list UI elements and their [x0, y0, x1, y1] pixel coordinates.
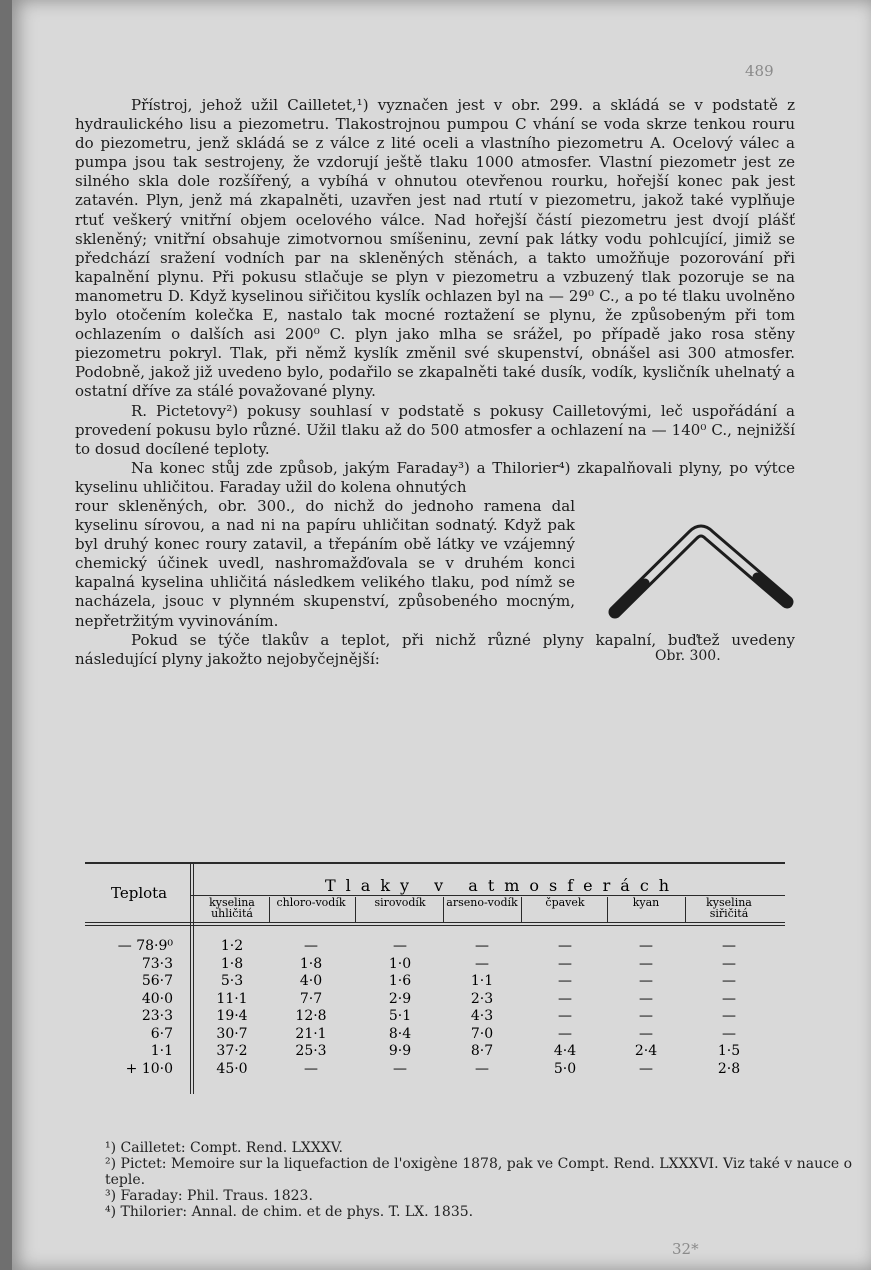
bent-tube-drawing: [605, 497, 795, 647]
table-cell: —: [639, 938, 653, 954]
table-cell: 7·0: [470, 1025, 494, 1042]
body-text: [75, 96, 795, 669]
column-h2s: [357, 938, 443, 1078]
footnotes: [105, 1140, 871, 1220]
table-cell: 1·8: [299, 955, 323, 972]
figure-caption: Obr. 300.: [655, 647, 721, 664]
header-tlaky: Tlaky v atmosferách: [325, 876, 680, 895]
table-cell-temperature: + 10·0: [125, 1060, 173, 1077]
table-cell: 1·5: [717, 1043, 741, 1059]
table-cell: 8·7: [470, 1043, 494, 1059]
subheader-so2: kyselina siřičitá: [706, 896, 752, 920]
column-ash3: [445, 938, 519, 1078]
table-cell: —: [558, 938, 572, 954]
table-rule-header: [85, 922, 785, 923]
column-temperature: [93, 938, 173, 1078]
table-cell: —: [304, 938, 318, 954]
table-cell-temperature: 1·1: [150, 1043, 173, 1059]
page-number: 489: [745, 62, 774, 80]
table-cell: —: [304, 1060, 318, 1077]
footnote: ¹) Cailletet: Compt. Rend. LXXXV.: [105, 1140, 343, 1156]
page: [12, 0, 871, 1270]
subheader-separator: [443, 897, 444, 923]
table-cell: —: [475, 955, 489, 972]
paragraph-table-intro: Pokud se týče tlakův a teplot, při nichž různé plyny kapalní, buďtež uvedeny následující plyny jakožto nejobyčejnější:: [75, 630, 795, 668]
table-cell: 4·4: [553, 1043, 577, 1059]
table-cell: —: [639, 955, 653, 972]
column-hcl: [271, 938, 351, 1078]
subheader-co2: kyselina uhličitá: [209, 896, 255, 920]
table-rule-header: [85, 925, 785, 926]
table-cell: —: [722, 1025, 736, 1042]
table-cell: —: [475, 938, 489, 954]
table-separator: [190, 864, 191, 1094]
footnote: ³) Faraday: Phil. Traus. 1823.: [105, 1188, 313, 1204]
column-nh3: [523, 938, 607, 1078]
table-cell: —: [393, 938, 407, 954]
table-cell: —: [722, 938, 736, 954]
column-c2n2: [609, 938, 683, 1078]
table-cell-temperature: 56·7: [141, 973, 173, 989]
table-cell: 5·0: [553, 1060, 577, 1077]
subheader-separator: [607, 897, 608, 923]
table-cell-temperature: 23·3: [141, 1008, 173, 1024]
table-cell: 37·2: [216, 1043, 248, 1059]
table-cell: 9·9: [388, 1043, 412, 1059]
table-cell: 1·0: [388, 955, 412, 972]
table-cell: 1·6: [388, 973, 412, 989]
table-cell: —: [639, 1008, 653, 1024]
table-cell: —: [558, 973, 572, 989]
table-cell-temperature: 40·0: [141, 990, 173, 1007]
table-cell: —: [558, 955, 572, 972]
table-cell: 2·4: [634, 1043, 658, 1059]
table-cell-temperature: 73·3: [141, 955, 173, 972]
table-cell: 2·9: [388, 990, 412, 1007]
footnote: ⁴) Thilorier: Annal. de chim. et de phys. T. LX. 1835.: [105, 1204, 474, 1220]
table-cell: —: [639, 973, 653, 989]
table-cell: —: [722, 973, 736, 989]
subheader-nh3: čpavek: [545, 896, 585, 909]
subheader-hcl: chloro-vodík: [276, 896, 346, 909]
paragraph-cailletet: Přístroj, jehož užil Cailletet,¹) vyznačen jest v obr. 299. a skládá se v podstatě z hydraulického lisu a piezometru. Tlakostrojnou pumpou C vhání se voda skrze tenkou rouru do piezometru, jenž skládá se z válce z lité oceli a vlastního piezometru A. Ocelový válec a pumpa jsou tak sestrojeny, že vzdorují ještě tlaku 1000 atmosfer. Vlastní piezometr jest ze silného skla dole rozšířený, a vybíhá v ohnutou otevřenou rourku, hořejší konec pak jest zatavén. Plyn, jenž má zkapalněti, uzavřen jest nad rtutí v piezometru, jakož také vyplňuje rtuť veškerý vnitřní objem ocelového válce. Nad hořejší částí piezometru jest dvojí plášť skleněný; vnitřní obsahuje zimotvornou smíšeninu, zevní pak látky vodu pohlcující, jimiž se předchází sražení vodních par na skleněných stěnách, a takto umožňuje pozorování při kapalnění plynu. Při pokusu stlačuje se plyn v piezometru a vzbuzený tlak pozoruje se na manometru D. Když kyselinou siřičitou kyslík ochlazen byl na — 29⁰ C., a po té tlaku uvolněno bylo otočením kolečka E, nastalo tak mocné roztažení se plynu, že způsobeným při tom ochlazením o dalších asi 200⁰ C. plyn jako mlha se srážel, po případě jako rosa stěny piezometru pokryl. Tlak, při němž kyslík změnil své skupenství, obnášel asi 300 atmosfer. Podobně, jakož již uvedeno bylo, podařilo se zkapalněti také dusík, vodík, kysličník uhelnatý a ostatní dříve za stálé považované plyny.: [75, 96, 795, 401]
column-co2: [197, 938, 267, 1078]
subheader-separator: [685, 897, 686, 923]
paragraph-faraday: rour skleněných, obr. 300., do nichž do jednoho ramena dal kyselinu sírovou, a nad ni na papíru uhličitan sodnatý. Když pak byl druhý konec roury zatavil, a třepáním obě látky ve vzájemný chemický účinek uvedl, nashromažďovala se v druhém konci kapalná kyselina uhličitá následkem velikého tlaku, pod nímž se nacházela, jsouc v plynném skupenství, způsobeného mocným, nepřetržitým vyvinováním.: [75, 496, 575, 630]
table-cell: 11·1: [216, 990, 248, 1007]
figure-bent-tube: [605, 497, 795, 657]
table-cell: 8·4: [388, 1025, 412, 1042]
table-cell: —: [475, 1060, 489, 1077]
table-cell: 1·2: [220, 938, 244, 954]
table-cell: 7·7: [299, 990, 323, 1007]
table-cell: 12·8: [295, 1008, 327, 1024]
header-teplota: Teplota: [111, 884, 168, 902]
table-cell: 25·3: [295, 1043, 327, 1059]
footnote: ²) Pictet: Memoire sur la liquefaction de l'oxigène 1878, pak ve Compt. Rend. LXXXVI. Viz také v nauce o teple.: [105, 1156, 853, 1188]
subheader-separator: [355, 897, 356, 923]
table-cell: —: [558, 990, 572, 1007]
table-cell-temperature: — 78·9⁰: [117, 938, 173, 954]
table-cell: 1·8: [220, 955, 244, 972]
table-cell: —: [639, 990, 653, 1007]
paragraph-pictet: R. Pictetovy²) pokusy souhlasí v podstatě s pokusy Cailletovými, leč uspořádání a provedení pokusu bylo různé. Užil tlaku až do 500 atmosfer a ochlazení na — 140⁰ C., nejnižší to dosud docílené teploty.: [75, 401, 795, 458]
table-cell-temperature: 6·7: [150, 1025, 173, 1042]
table-cell: —: [722, 955, 736, 972]
table-cell: 19·4: [216, 1008, 248, 1024]
subheader-separator: [521, 897, 522, 923]
table-cell: 45·0: [216, 1060, 248, 1077]
table-separator: [193, 864, 194, 1094]
table-cell: 30·7: [216, 1025, 248, 1042]
subheader-separator: [269, 897, 270, 923]
subheader-h2s: sirovodík: [374, 896, 426, 909]
table-cell: —: [558, 1008, 572, 1024]
table-cell: —: [722, 990, 736, 1007]
table-cell: 2·8: [717, 1060, 741, 1077]
table-cell: —: [393, 1060, 407, 1077]
table-cell: 5·3: [220, 973, 244, 989]
table-cell: 4·0: [299, 973, 323, 989]
table-cell: 2·3: [470, 990, 494, 1007]
subheader-c2n2: kyan: [632, 896, 660, 909]
table-cell: —: [639, 1060, 653, 1077]
table-cell: 21·1: [295, 1025, 327, 1042]
table-cell: 4·3: [470, 1008, 494, 1024]
table-cell: —: [558, 1025, 572, 1042]
table-cell: —: [639, 1025, 653, 1042]
column-so2: [689, 938, 769, 1078]
paragraph-faraday-intro: Na konec stůj zde způsob, jakým Faraday³) a Thilorier⁴) zkapalňovali plyny, po výtce kyselinu uhličitou. Faraday užil do kolena ohnutých: [75, 458, 795, 496]
subheader-ash3: arseno-vodík: [446, 896, 518, 909]
table-cell: —: [722, 1008, 736, 1024]
table-cell: 5·1: [388, 1008, 412, 1024]
signature-mark: 32*: [672, 1240, 699, 1258]
table-cell: 1·1: [470, 973, 494, 989]
